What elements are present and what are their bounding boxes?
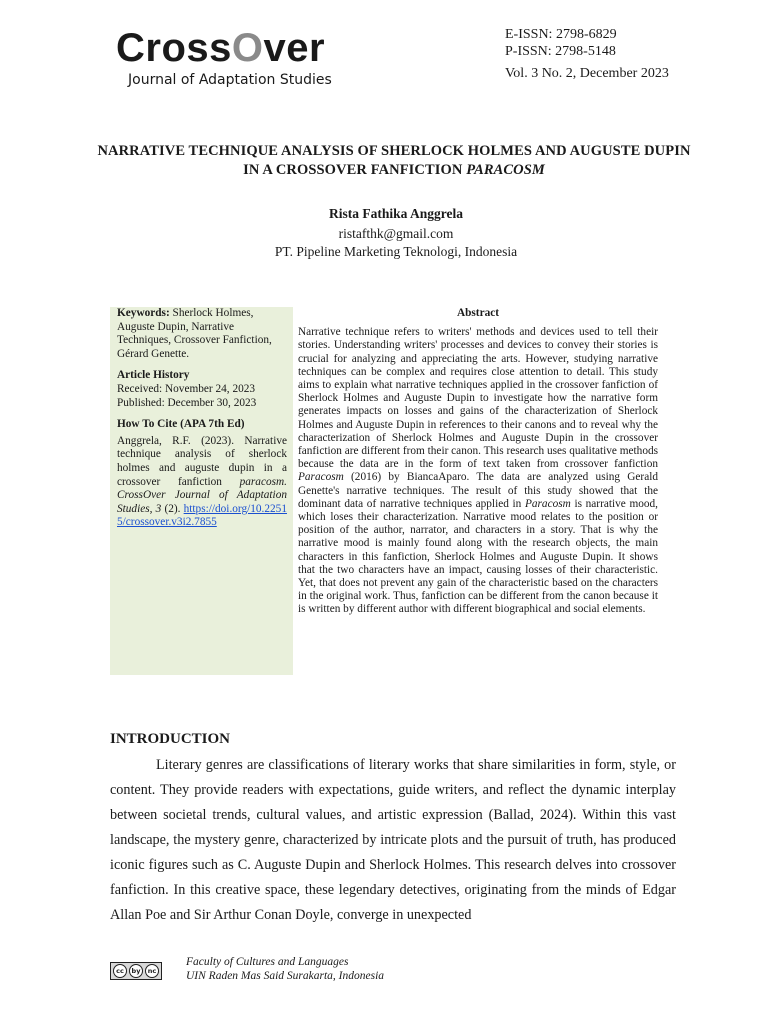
volume-info: Vol. 3 No. 2, December 2023 bbox=[505, 66, 669, 81]
logo-prefix: Cross bbox=[116, 26, 232, 70]
logo-suffix: ver bbox=[263, 26, 326, 70]
abstract bbox=[298, 307, 658, 617]
citation-section bbox=[117, 418, 287, 530]
footer-institution bbox=[186, 955, 384, 983]
issn-block bbox=[505, 26, 617, 60]
cite-journal: . CrossOver Journal of Adaptation Studies, 3 bbox=[117, 475, 287, 515]
cc-icon: cc bbox=[113, 964, 127, 978]
cite-label: How To Cite (APA 7th Ed) bbox=[117, 418, 245, 431]
pissn: P-ISSN: 2798-5148 bbox=[505, 44, 616, 59]
citation-text bbox=[117, 435, 287, 530]
logo-wordmark bbox=[116, 26, 332, 70]
title-text: NARRATIVE TECHNIQUE ANALYSIS OF SHERLOCK HOLMES AND AUGUSTE DUPIN IN A CROSSOVER FANFICTION bbox=[97, 143, 691, 178]
author-email: ristafthk@gmail.com bbox=[338, 226, 454, 241]
cite-body: Anggrela, R.F. (2023). Narrative technique analysis of sherlock holmes and auguste dupin in a crossover fanfiction bbox=[117, 434, 287, 488]
by-icon: by bbox=[129, 964, 143, 978]
history-section bbox=[117, 369, 287, 410]
title-italic: PARACOSM bbox=[466, 162, 545, 178]
abstract-italic-1: Paracosm bbox=[298, 471, 344, 484]
author-affiliation: PT. Pipeline Marketing Teknologi, Indonesia bbox=[274, 244, 518, 259]
keywords-section bbox=[117, 307, 287, 361]
cc-license-icon bbox=[110, 962, 162, 980]
abstract-body bbox=[298, 326, 658, 616]
doi-link[interactable]: https://doi.org/10.22515/crossover.v3i2.7855 bbox=[117, 502, 287, 529]
logo-o: O bbox=[231, 26, 264, 70]
article-info-sidebar bbox=[110, 307, 293, 675]
abstract-italic-2: Paracosm bbox=[524, 497, 571, 510]
keywords: Sherlock Holmes, Auguste Dupin, Narrative Techniques, Crossover Fanfiction, Gérard Genette. bbox=[117, 307, 272, 360]
cite-italic: paracosm bbox=[239, 475, 285, 488]
article-title bbox=[96, 142, 692, 180]
abstract-part-3: is narrative mood, which loses their characterization. Narrative mood relates to the position or position of the author, narrator, and characters in a story. That is why the narrative mood is mainly found along with the research objects, the main characters in this fanfiction, Sherlock Holmes and Auguste Dupin. It shows that the two characters have an impact, causing losses of their characteristic. Yet, that does not prevent any gain of the characteristic based on the characters in the original work. Thus, fanfiction can be different from the canon because it is written by different author with different biographical and social elements. bbox=[298, 497, 658, 616]
abstract-part-1: Narrative technique refers to writers' methods and devices used to tell their stories. Understanding writers' processes and devices to convey their stories is crucial for analyzing and appreciating the arts. However, studying narrative techniques can be complex and requires close attention to detail. This study aims to explain what narrative techniques applied in the crossover fanfiction of Sherlock Holmes and Auguste Dupin to investigate how the narrative form generates impacts on losses and gains of the characterization of Sherlock Holmes and Auguste Dupin in references to their canons and to reveal why the characterization of Sherlock Holmes and Auguste Dupin in the crossover fanfiction are different from their canon. This research uses qualitative methods because the data are in the form of text taken from crossover fanfiction bbox=[298, 326, 659, 471]
footer-line-1: Faculty of Cultures and Languages bbox=[186, 956, 349, 968]
author-name: Rista Fathika Anggrela bbox=[328, 206, 463, 221]
journal-logo bbox=[116, 26, 332, 88]
eissn: E-ISSN: 2798-6829 bbox=[505, 27, 617, 42]
introduction-heading: INTRODUCTION bbox=[110, 731, 231, 747]
nc-icon: nc bbox=[145, 964, 159, 978]
history-label: Article History bbox=[117, 369, 190, 382]
cite-issue: (2). bbox=[161, 502, 184, 515]
introduction-paragraph: Literary genres are classifications of literary works that share similarities in form, style, or content. They provide readers with expectations, guide writers, and reflect the dynamic interplay between societal trends, cultural values, and artistic expression (Ballad, 2024). Within this vast landscape, the mystery genre, characterized by intricate plots and the pursuit of truth, has produced iconic figures such as C. Auguste Dupin and Sherlock Holmes. This research delves into crossover fanfiction. In this creative space, these legendary detectives, originating from the minds of Edgar Allan Poe and Sir Arthur Conan Doyle, converge in unexpected bbox=[110, 757, 676, 923]
abstract-part-2: (2016) by BiancaAparo. The data are analyzed using Gerald Genette's narrative techniques. The result of this study showed that the dominant data of narrative techniques applied in bbox=[298, 471, 658, 510]
abstract-heading: Abstract bbox=[456, 307, 500, 319]
published-date: Published: December 30, 2023 bbox=[117, 396, 257, 409]
keywords-label: Keywords: bbox=[117, 307, 170, 319]
journal-subtitle: Journal of Adaptation Studies bbox=[128, 72, 332, 88]
received-date: Received: November 24, 2023 bbox=[117, 382, 256, 395]
footer-line-2: UIN Raden Mas Said Surakarta, Indonesia bbox=[186, 970, 385, 982]
